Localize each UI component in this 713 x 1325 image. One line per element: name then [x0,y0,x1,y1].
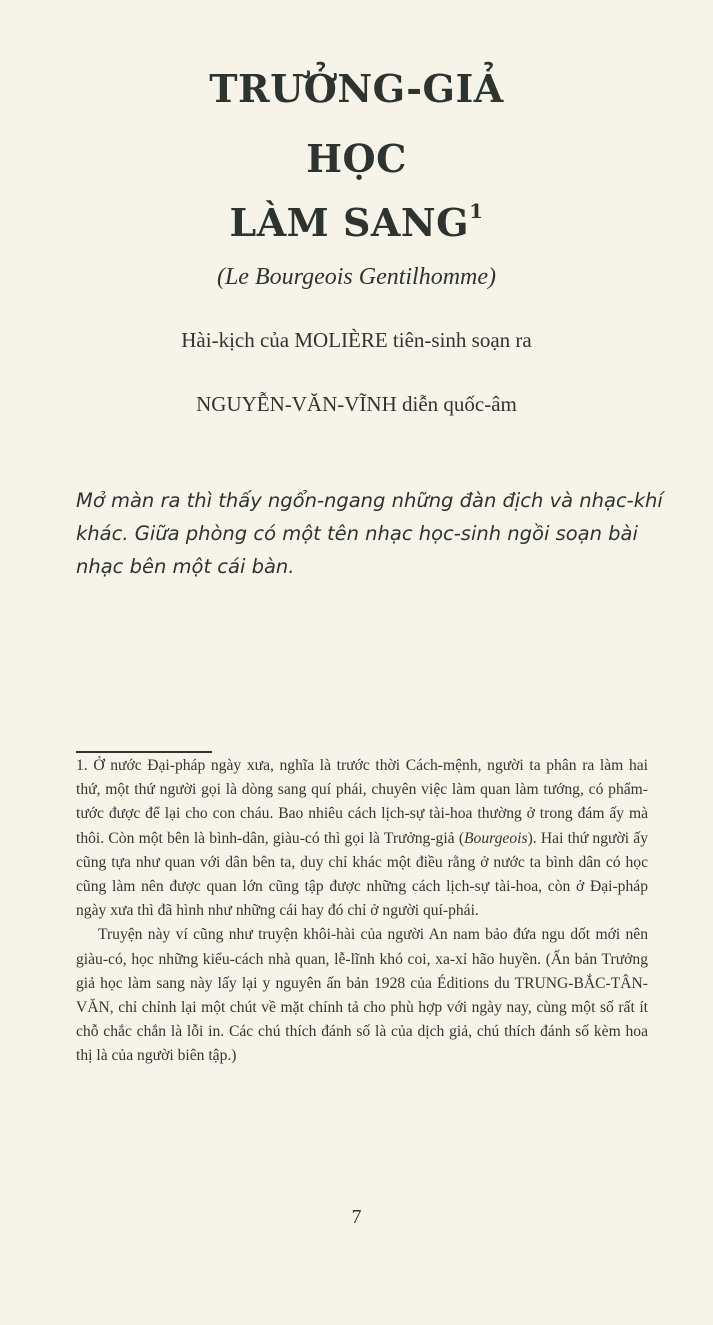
title-footnote-marker: 1 [469,199,484,224]
title-line-1: TRƯỞNG-GIẢ [209,66,504,111]
title-line-3 [0,200,713,245]
title-line-3-text: LÀM SANG [229,200,470,245]
footnote-p1-term: Bourgeois [464,829,528,847]
footnote-paragraph-1 [76,754,648,923]
footnote-p1-start: 1. Ở nước Đại-pháp ngày xưa, nghĩa là trước thời Cách-mệnh, người ta phân ra làm hai thứ, một thứ người gọi là dòng sang quí phái, chuyên việc làm quan làm tướng, có phẩm-tước được để lại cho con cháu. Bao nhiêu cách lịch-sự tài-hoa thường ở trong đám ấy mà thôi. Còn một bên là bình-dân, giàu-có thì gọi là Trưởng-giả ( [76,757,648,847]
footnote [76,754,648,1069]
footnote-paragraph-2: Truyện này ví cũng như truyện khôi-hài của người An nam bảo đứa ngu dốt mới nên giàu-có, học những kiểu-cách nhà quan, lễ-lĩnh khó coi, xa-xỉ hão huyền. (Ấn bản Trưởng giả học làm sang này lấy lại y nguyên ấn bản 1928 của Éditions du TRUNG-BẮC-TÂN-VĂN, chỉ chỉnh lại một chút về mặt chính tả cho phù hợp với ngày nay, cùng một số rất ít chỗ chắc chắn là lỗi in. Các chú thích đánh số là của dịch giả, chú thích đánh số kèm hoa thị là của người biên tập.) [76,926,648,1065]
page-number: 7 [351,1206,362,1228]
footnote-p1-end: ). Hai thứ người ấy cũng tựa như quan với dân bên ta, duy chỉ khác một điều rằng ở nước ta bình dân có học cũng làm nên được quan lớn cũng tập được những cách lịch-sự tài-hoa, còn ở Đại-pháp ngày xưa thì đã hình như những cái hay đó chỉ ở người quí-phái. [76,829,648,920]
title-line-2: HỌC [306,136,407,181]
author-credit: Hài-kịch của MOLIÈRE tiên-sinh soạn ra [181,328,532,352]
translator-credit: NGUYỄN-VĂN-VĨNH diễn quốc-âm [196,392,517,416]
stage-direction: Mở màn ra thì thấy ngổn-ngang những đàn địch và nhạc-khí khác. Giữa phòng có một tên nhạc học-sinh ngồi soạn bài nhạc bên một cái bàn. [76,489,663,578]
footnote-divider [76,751,212,753]
original-title: (Le Bourgeois Gentilhomme) [216,264,497,290]
